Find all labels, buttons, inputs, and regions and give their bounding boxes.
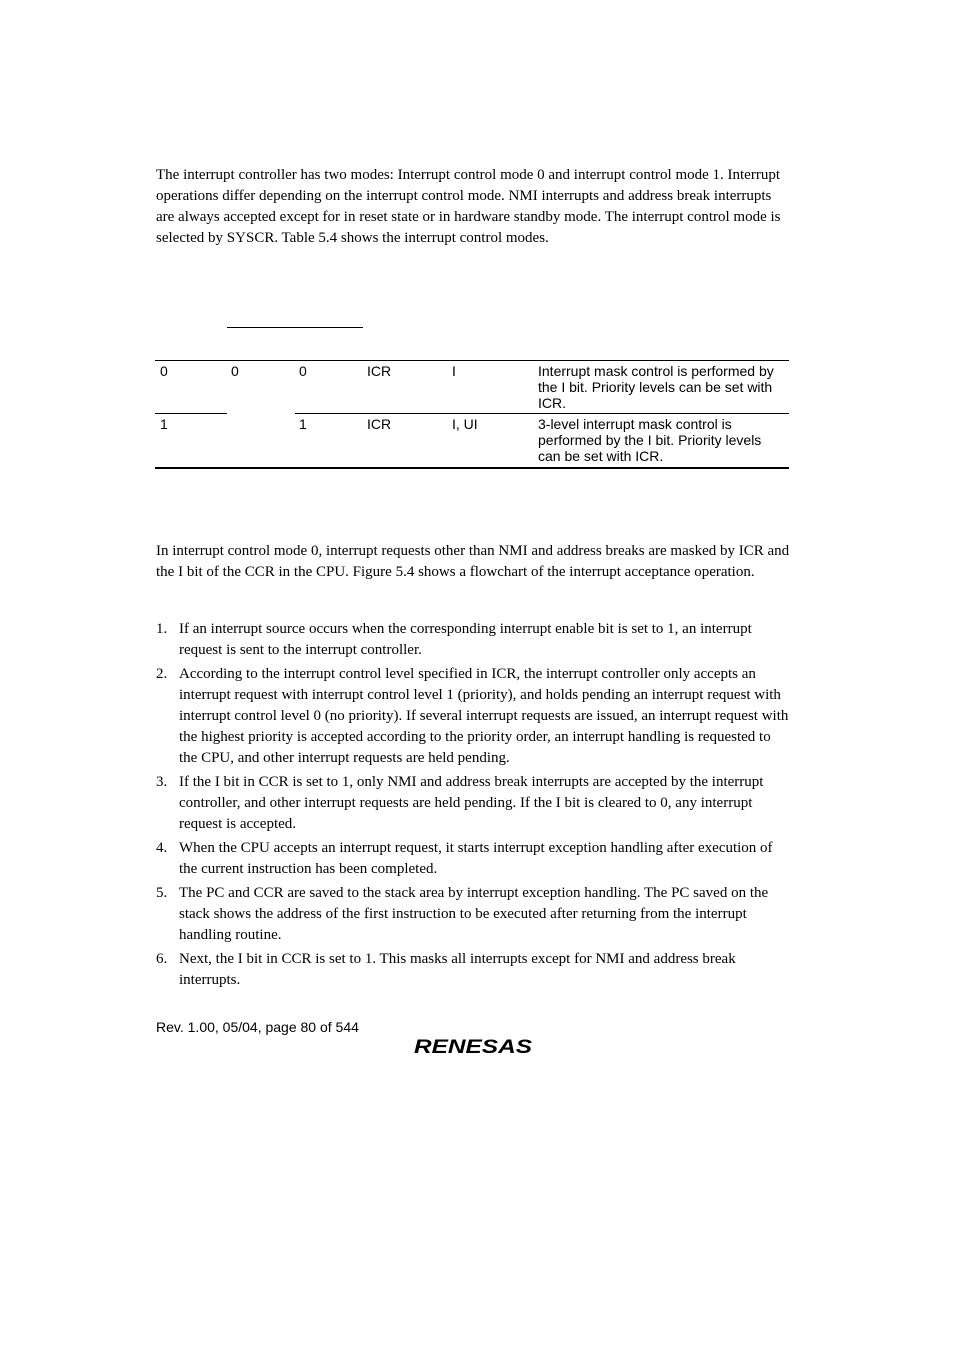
step-text: According to the interrupt control level specified in ICR, the interrupt controller only accepts an interrupt request with interrupt control level 1 (priority), and holds pending an interrupt request with interrupt control level 0 (no priority). If several interrupt requests are issued, an interrupt request with the highest priority is accepted according to the priority order, an interrupt handling is requested to the CPU, and other interrupt requests are held pending.	[179, 666, 789, 766]
step-text: The PC and CCR are saved to the stack area by interrupt exception handling. The PC saved on the stack shows the address of the first instruction to be executed after returning from the interrupt handling routine.	[179, 885, 769, 943]
list-item	[156, 949, 792, 991]
step-number: 6.	[156, 951, 168, 967]
step-text: Next, the I bit in CCR is set to 1. This masks all interrupts except for NMI and address break interrupts.	[179, 951, 736, 988]
header-group-rule	[227, 327, 363, 328]
step-number: 3.	[156, 774, 168, 790]
cell-mode: 0	[160, 363, 168, 379]
list-item	[156, 883, 792, 946]
cell-intm1: 0	[231, 363, 239, 379]
renesas-logo	[414, 1036, 534, 1056]
table-top-rule	[155, 360, 789, 361]
intro-paragraph: The interrupt controller has two modes: Interrupt control mode 0 and interrupt control mode 1. Interrupt operations differ depending on the interrupt control mode. NMI interrupts and address break interrupts are always accepted except for in reset state or in hardware standby mode. The interrupt control mode is selected by SYSCR. Table 5.4 shows the interrupt control modes.	[156, 167, 781, 246]
step-number: 1.	[156, 621, 168, 637]
list-item	[156, 838, 792, 880]
cell-priority-register: ICR	[367, 416, 392, 432]
step-number: 2.	[156, 666, 168, 682]
list-item	[156, 664, 792, 769]
renesas-logo-text: RENESAS	[414, 1037, 533, 1056]
cell-description: 3-level interrupt mask control is performed by the I bit. Priority levels can be set with ICR.	[538, 416, 762, 464]
step-text: When the CPU accepts an interrupt request, it starts interrupt exception handling after execution of the current instruction has been completed.	[179, 840, 773, 877]
cell-mask-bits: I	[452, 363, 456, 379]
step-text: If an interrupt source occurs when the corresponding interrupt enable bit is set to 1, an interrupt request is sent to the interrupt controller.	[179, 621, 752, 658]
list-item	[156, 619, 792, 661]
row-divider-left	[155, 413, 227, 414]
step-number: 4.	[156, 840, 168, 856]
cell-priority-register: ICR	[367, 363, 392, 379]
acceptance-steps-list	[156, 619, 792, 994]
cell-description: Interrupt mask control is performed by the I bit. Priority levels can be set with ICR.	[538, 363, 774, 411]
cell-intm0: 0	[299, 363, 307, 379]
cell-intm0: 1	[299, 416, 307, 432]
cell-mode: 1	[160, 416, 168, 432]
step-text: If the I bit in CCR is set to 1, only NMI and address break interrupts are accepted by the interrupt controller, and other interrupt requests are held pending. If the I bit is cleared to 0, any interrupt request is accepted.	[179, 774, 764, 832]
mode0-paragraph: In interrupt control mode 0, interrupt requests other than NMI and address breaks are masked by ICR and the I bit of the CCR in the CPU. Figure 5.4 shows a flowchart of the interrupt acceptance operation.	[156, 543, 790, 580]
page-footer-info: Rev. 1.00, 05/04, page 80 of 544	[156, 1019, 359, 1035]
row-divider-right	[295, 413, 789, 414]
list-item	[156, 772, 792, 835]
table-bottom-rule	[155, 467, 789, 469]
step-number: 5.	[156, 885, 168, 901]
cell-mask-bits: I, UI	[452, 416, 478, 432]
